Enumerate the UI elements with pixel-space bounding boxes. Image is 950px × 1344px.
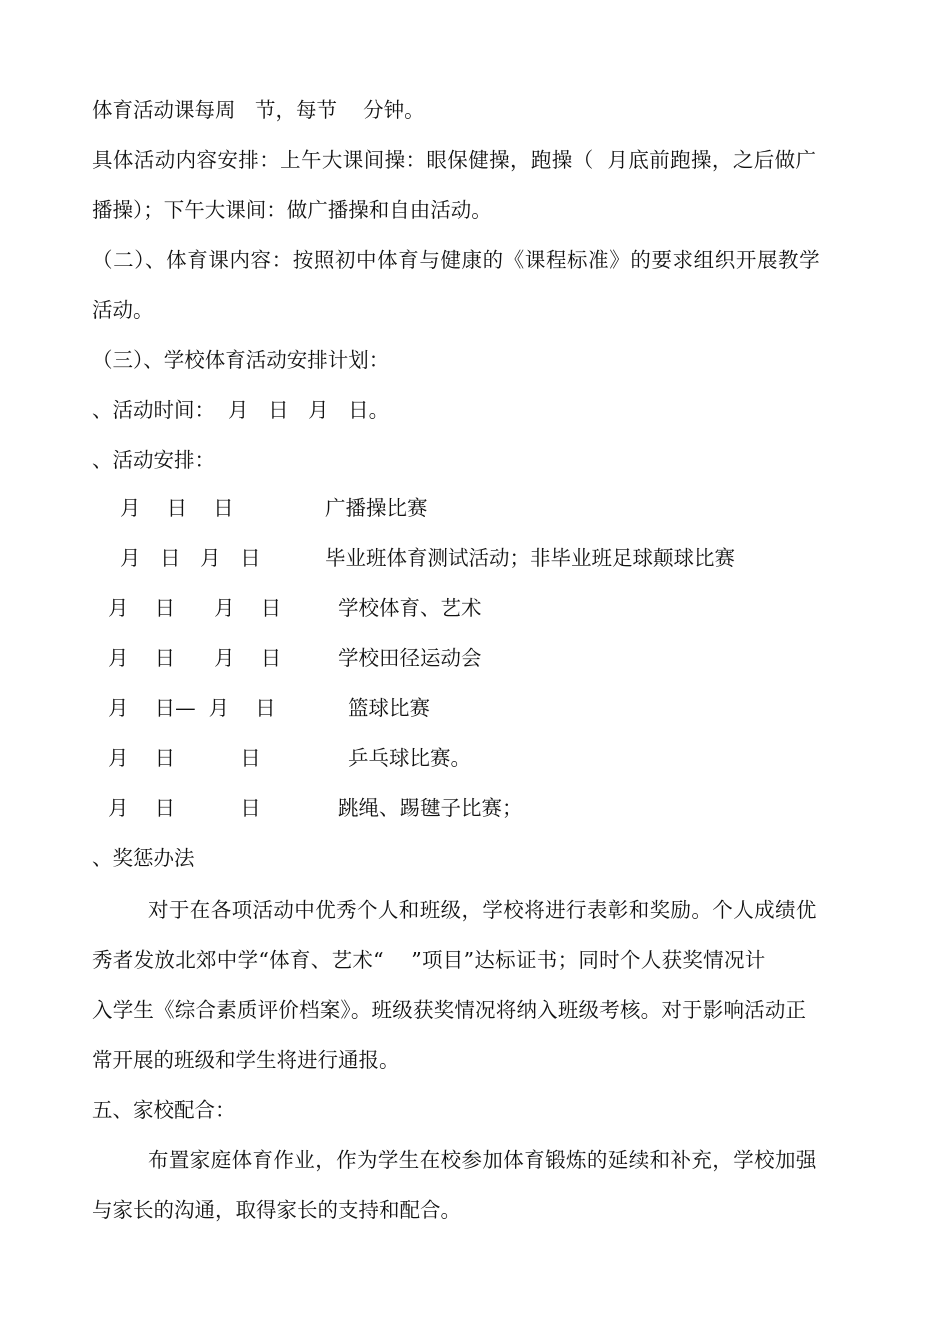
schedule-event: 跳绳、踢毽子比赛； <box>338 796 523 820</box>
section-heading: 、奖惩办法 <box>92 846 195 870</box>
text-line: 布置家庭体育作业，作为学生在校参加体育锻炼的延续和补充，学校加强 <box>148 1148 817 1172</box>
section-heading: 五、家校配合： <box>92 1098 236 1122</box>
text-line: 具体活动内容安排：上午大课间操：眼保健操，跑操（ 月底前跑操，之后做广 <box>92 148 817 172</box>
schedule-event: 学校体育、艺术 <box>338 596 482 620</box>
text-line: 入学生《综合素质评价档案》。班级获奖情况将纳入班级考核。对于影响活动正 <box>92 998 807 1022</box>
text-line: （二）、体育课内容：按照初中体育与健康的《课程标准》的要求组织开展教学 <box>92 248 821 272</box>
text-line: 活动。 <box>92 298 154 322</box>
schedule-date: 月 日— 月 日 <box>108 696 276 720</box>
text-line: 与家长的沟通，取得家长的支持和配合。 <box>92 1198 461 1222</box>
text-line: 、活动时间： 月 日 月 日。 <box>92 398 390 422</box>
schedule-date: 月 日 日 <box>108 746 261 770</box>
section-heading: （三）、学校体育活动安排计划： <box>92 348 390 372</box>
schedule-event: 篮球比赛 <box>348 696 430 720</box>
text-line: 播操）；下午大课间：做广播操和自由活动。 <box>92 198 492 222</box>
text-line: 秀者发放北郊中学“体育、艺术“ ”项目”达标证书；同时个人获奖情况计 <box>92 948 766 972</box>
text-line: 体育活动课每周 节，每节 分钟。 <box>92 98 425 122</box>
schedule-date: 月 日 月 日 <box>108 646 282 670</box>
schedule-date: 月 日 日 <box>108 796 261 820</box>
schedule-event: 毕业班体育测试活动；非毕业班足球颠球比赛 <box>325 546 735 570</box>
schedule-event: 乒乓球比赛。 <box>348 746 471 770</box>
text-line: 、活动安排： <box>92 448 215 472</box>
schedule-event: 广播操比赛 <box>325 496 428 520</box>
schedule-date: 月 日 月 日 <box>108 596 282 620</box>
text-line: 常开展的班级和学生将进行通报。 <box>92 1048 400 1072</box>
text-line: 对于在各项活动中优秀个人和班级，学校将进行表彰和奖励。个人成绩优 <box>148 898 817 922</box>
schedule-date: 月 日 月 日 <box>120 546 261 570</box>
schedule-date: 月 日 日 <box>120 496 234 520</box>
schedule-event: 学校田径运动会 <box>338 646 482 670</box>
